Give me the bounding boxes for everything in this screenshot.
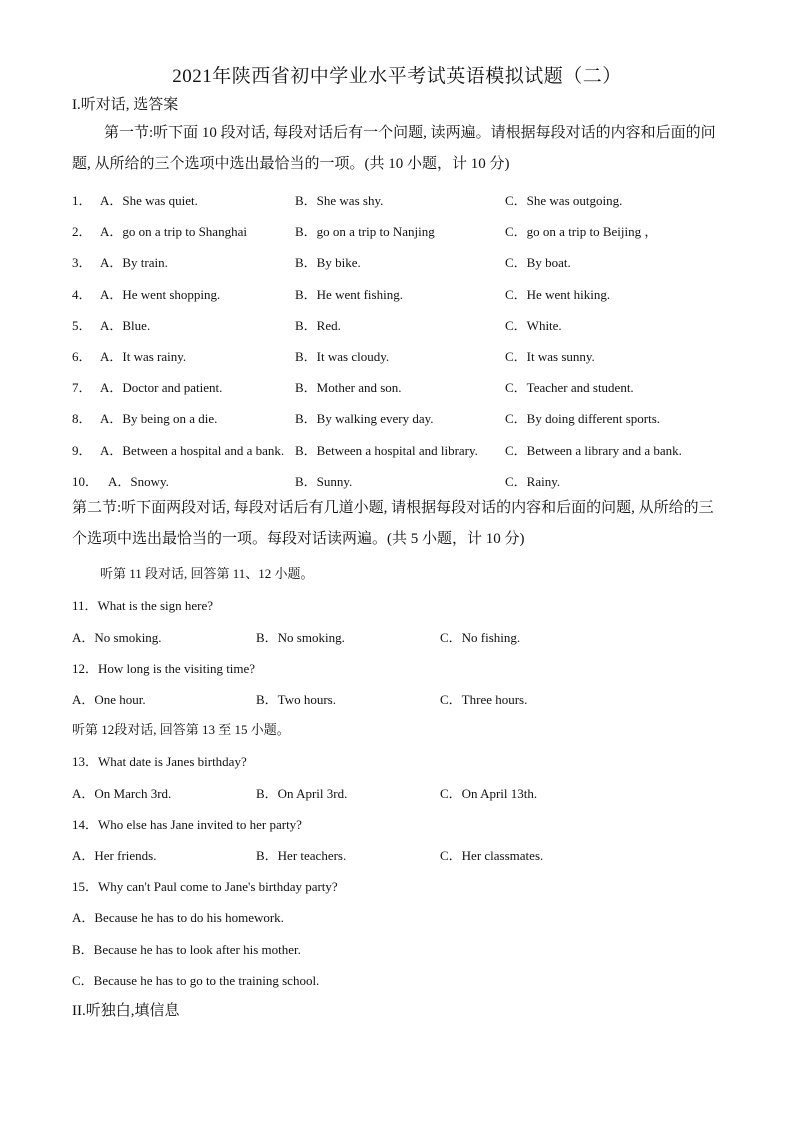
option-b[interactable]: B．Red.: [295, 318, 341, 333]
question-number: 7．: [72, 380, 92, 395]
option-a[interactable]: A．Blue.: [100, 318, 151, 333]
option-c[interactable]: C．No fishing.: [440, 630, 521, 645]
question-number: 3．: [72, 255, 92, 270]
question-13: 13．What date is Janes birthday?: [72, 754, 247, 769]
option-c[interactable]: C．She was outgoing.: [505, 193, 623, 208]
option-a[interactable]: A．By being on a die.: [100, 411, 218, 426]
option-b[interactable]: B．Because he has to look after his mother.: [72, 942, 301, 957]
question-11: 11．What is the sign here?: [72, 598, 214, 613]
question-row: [72, 471, 722, 491]
question-row: [72, 284, 722, 304]
option-c[interactable]: C．Three hours.: [440, 692, 528, 707]
option-b[interactable]: B．On April 3rd.: [256, 786, 348, 801]
question-row: [72, 252, 722, 272]
option-a[interactable]: A．Snowy.: [108, 474, 169, 489]
option-a[interactable]: A．On March 3rd.: [72, 786, 172, 801]
option-b[interactable]: B．By walking every day.: [295, 411, 434, 426]
option-c[interactable]: C．White.: [505, 318, 562, 333]
part2-heading: II.听独白,填信息: [72, 1003, 180, 1019]
option-c[interactable]: C．On April 13th.: [440, 786, 538, 801]
question-15: 15．Why can't Paul come to Jane's birthday party?: [72, 879, 338, 894]
section1-instruction: 第一节:听下面 10 段对话, 每段对话后有一个问题, 读两遍。请根据每段对话的内容和后面的问题, 从所给的三个选项中选出最恰当的一项。(共 10 小题，计 10 分): [72, 125, 716, 172]
option-b[interactable]: B．Mother and son.: [295, 380, 402, 395]
option-a[interactable]: A．Because he has to do his homework.: [72, 910, 284, 925]
option-b[interactable]: B．He went fishing.: [295, 287, 403, 302]
option-b[interactable]: B．Two hours.: [256, 692, 336, 707]
option-c[interactable]: C．He went hiking.: [505, 287, 611, 302]
question-number: 5．: [72, 318, 92, 333]
option-c[interactable]: C．Because he has to go to the training school.: [72, 973, 320, 988]
question-14: 14．Who else has Jane invited to her party?: [72, 817, 302, 832]
question-12-options: [72, 689, 722, 709]
option-a[interactable]: A．No smoking.: [72, 630, 162, 645]
question-row: [72, 190, 722, 210]
option-b[interactable]: B．No smoking.: [256, 630, 345, 645]
dialog12-intro: 听第 12段对话, 回答第 13 至 15 小题。: [72, 722, 290, 737]
option-b[interactable]: B．Her teachers.: [256, 848, 347, 863]
question-row: [72, 221, 722, 241]
option-a[interactable]: A．Between a hospital and a bank.: [100, 443, 285, 458]
option-b[interactable]: B．It was cloudy.: [295, 349, 390, 364]
part1-heading: I.听对话, 选答案: [72, 97, 179, 113]
option-c[interactable]: C．By doing different sports.: [505, 411, 661, 426]
option-c[interactable]: C．By boat.: [505, 255, 571, 270]
option-c[interactable]: C．Rainy.: [505, 474, 561, 489]
question-number: 8．: [72, 411, 92, 426]
question-row: [72, 346, 722, 366]
question-number: 9．: [72, 443, 92, 458]
question-row: [72, 408, 722, 428]
option-c[interactable]: C．Between a library and a bank.: [505, 443, 682, 458]
question-row: [72, 377, 722, 397]
page-title: 2021年陕西省初中学业水平考试英语模拟试题（二）: [172, 66, 622, 87]
option-c[interactable]: C．Teacher and student.: [505, 380, 634, 395]
section2-instruction: 第二节:听下面两段对话, 每段对话后有几道小题, 请根据每段对话的内容和后面的问题, 从所给的三个选项中选出最恰当的一项。每段对话读两遍。(共 5 小题，计 10 分): [72, 500, 714, 547]
option-b[interactable]: B．go on a trip to Nanjing: [295, 224, 435, 239]
option-c[interactable]: C．It was sunny.: [505, 349, 595, 364]
question-number: 6．: [72, 349, 92, 364]
dialog11-intro: 听第 11 段对话, 回答第 11、12 小题。: [100, 566, 314, 581]
option-a[interactable]: A．She was quiet.: [100, 193, 198, 208]
question-11-options: [72, 627, 722, 647]
option-a[interactable]: A．Doctor and patient.: [100, 380, 223, 395]
option-a[interactable]: A．By train.: [100, 255, 168, 270]
question-number: 10．: [72, 474, 99, 489]
option-a[interactable]: A．One hour.: [72, 692, 146, 707]
question-number: 1．: [72, 193, 92, 208]
option-b[interactable]: B．Between a hospital and library.: [295, 443, 478, 458]
option-c[interactable]: C．go on a trip to Beijing ，: [505, 224, 658, 239]
option-a[interactable]: A．go on a trip to Shanghai: [100, 224, 247, 239]
option-c[interactable]: C．Her classmates.: [440, 848, 544, 863]
option-a[interactable]: A．It was rainy.: [100, 349, 187, 364]
question-14-options: [72, 845, 722, 865]
option-a[interactable]: A．Her friends.: [72, 848, 157, 863]
option-a[interactable]: A．He went shopping.: [100, 287, 221, 302]
option-b[interactable]: B．She was shy.: [295, 193, 384, 208]
question-number: 2．: [72, 224, 92, 239]
question-12: 12．How long is the visiting time?: [72, 661, 256, 676]
option-b[interactable]: B．Sunny.: [295, 474, 353, 489]
question-row: [72, 315, 722, 335]
option-b[interactable]: B．By bike.: [295, 255, 361, 270]
question-row: [72, 440, 722, 460]
question-number: 4．: [72, 287, 92, 302]
question-13-options: [72, 783, 722, 803]
